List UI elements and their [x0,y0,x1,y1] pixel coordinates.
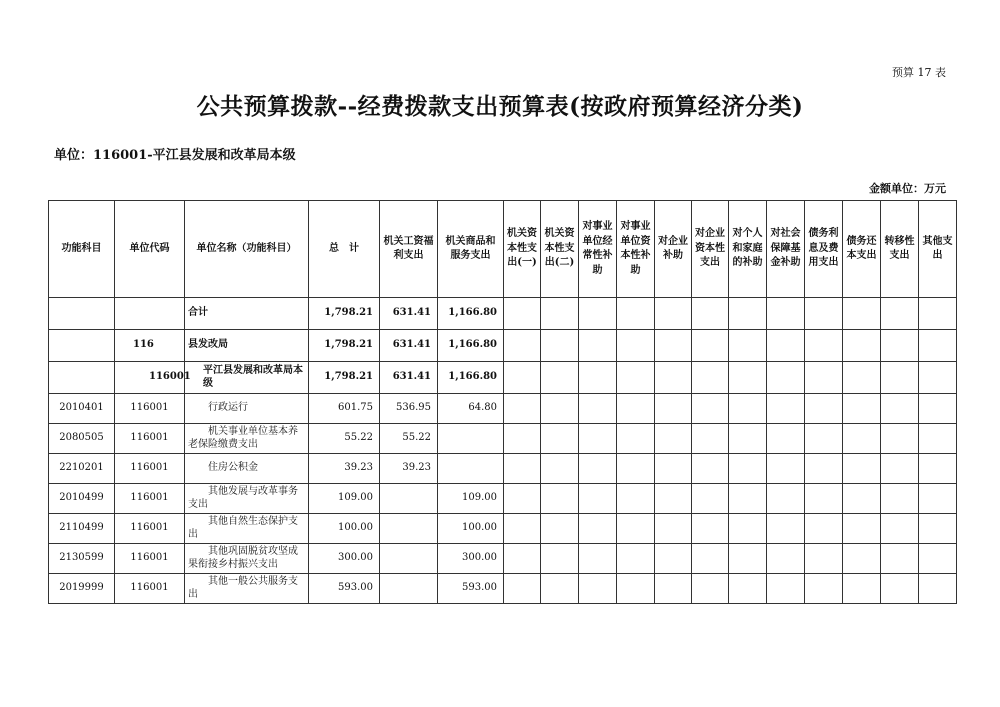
func-name-text: 其他自然生态保护支出 [188,516,298,540]
col-inst-capital-header: 对事业单位资本性补助 [617,201,655,298]
empty-cell [919,484,957,514]
empty-cell [881,544,919,574]
empty-cell [881,394,919,424]
empty-cell [692,394,729,424]
empty-cell [692,514,729,544]
func-name-text: 住房公积金 [208,462,258,474]
goods-cell: 100.00 [438,514,504,544]
empty-cell [617,574,655,604]
table-body [49,298,957,604]
goods-cell: 1,166.80 [438,330,504,362]
empty-cell [767,330,805,362]
empty-cell [617,330,655,362]
empty-cell [655,514,692,544]
empty-cell [805,484,843,514]
empty-cell [843,454,881,484]
empty-cell [919,514,957,544]
empty-cell [617,394,655,424]
empty-cell [767,454,805,484]
empty-cell [504,454,541,484]
total-cell: 109.00 [309,484,380,514]
empty-cell [843,394,881,424]
empty-cell [692,544,729,574]
col-salary-header: 机关工资福利支出 [380,201,438,298]
empty-cell [655,454,692,484]
unit-code-cell: 116 [115,330,185,362]
total-cell: 593.00 [309,574,380,604]
col-social-security-header: 对社会保障基金补助 [767,201,805,298]
empty-cell [843,574,881,604]
empty-cell [729,298,767,330]
empty-cell [541,330,579,362]
col-capital-2-header: 机关资本性支出(二) [541,201,579,298]
empty-cell [692,574,729,604]
total-cell: 100.00 [309,514,380,544]
col-enterprise-header: 对企业补助 [655,201,692,298]
unit-code-cell: 116001 [115,362,185,394]
col-func-header: 功能科目 [49,201,115,298]
summary-row [49,298,957,330]
empty-cell [729,544,767,574]
goods-cell: 1,166.80 [438,298,504,330]
empty-cell [579,544,617,574]
func-code-cell: 2210201 [49,454,115,484]
empty-cell [843,484,881,514]
func-name-text: 机关事业单位基本养老保险缴费支出 [188,426,298,450]
empty-cell [919,394,957,424]
empty-cell [504,574,541,604]
empty-cell [655,484,692,514]
empty-cell [541,454,579,484]
empty-cell [655,362,692,394]
salary-cell: 631.41 [380,298,438,330]
empty-cell [617,454,655,484]
unit-name-cell: 县发改局 [185,330,309,362]
unit-name-cell: 合计 [185,298,309,330]
empty-cell [504,424,541,454]
empty-cell [805,394,843,424]
goods-cell: 593.00 [438,574,504,604]
func-code-cell: 2080505 [49,424,115,454]
empty-cell [541,544,579,574]
empty-cell [919,424,957,454]
empty-cell [729,362,767,394]
empty-cell [767,484,805,514]
salary-cell [380,544,438,574]
empty-cell [579,362,617,394]
col-capital-1-header: 机关资本性支出(一) [504,201,541,298]
empty-cell [541,484,579,514]
empty-cell [579,330,617,362]
empty-cell [881,330,919,362]
empty-cell [881,484,919,514]
table-row [49,424,957,454]
empty-cell [617,298,655,330]
empty-cell [729,484,767,514]
table-row [49,454,957,484]
col-goods-header: 机关商品和服务支出 [438,201,504,298]
col-total-header: 总 计 [309,201,380,298]
empty-cell [504,394,541,424]
salary-cell: 631.41 [380,330,438,362]
col-debt-interest-header: 债务利息及费用支出 [805,201,843,298]
total-cell: 1,798.21 [309,362,380,394]
empty-cell [729,514,767,544]
empty-cell [919,330,957,362]
func-cell [49,362,115,394]
goods-cell: 64.80 [438,394,504,424]
table-row [49,394,957,424]
empty-cell [504,544,541,574]
empty-cell [919,574,957,604]
empty-cell [579,424,617,454]
func-name-text: 行政运行 [208,402,248,414]
unit-code-cell: 116001 [115,484,185,514]
empty-cell [767,574,805,604]
empty-cell [919,298,957,330]
empty-cell [805,424,843,454]
empty-cell [655,298,692,330]
unit-name-cell: 平江县发展和改革局本级 [185,362,309,394]
page-title: 公共预算拨款--经费拨款支出预算表(按政府预算经济分类) [196,93,804,120]
empty-cell [805,454,843,484]
table-row [49,514,957,544]
total-cell: 55.22 [309,424,380,454]
unit-code-cell: 116001 [115,394,185,424]
empty-cell [579,514,617,544]
func-name-cell [185,454,309,484]
empty-cell [805,514,843,544]
empty-cell [579,454,617,484]
empty-cell [541,394,579,424]
empty-cell [881,514,919,544]
col-inst-regular-header: 对事业单位经常性补助 [579,201,617,298]
unit-code-cell: 116001 [115,454,185,484]
salary-cell [380,574,438,604]
header-row [49,201,957,298]
func-cell [49,330,115,362]
col-enterprise-capital-header: 对企业资本性支出 [692,201,729,298]
col-name-header: 单位名称（功能科目） [185,201,309,298]
goods-cell: 1,166.80 [438,362,504,394]
empty-cell [504,362,541,394]
empty-cell [843,330,881,362]
salary-cell: 536.95 [380,394,438,424]
empty-cell [881,574,919,604]
empty-cell [655,394,692,424]
func-name-text: 其他巩固脱贫攻坚成果衔接乡村振兴支出 [188,546,298,570]
goods-cell [438,454,504,484]
unit-code-cell [115,298,185,330]
empty-cell [843,514,881,544]
money-unit-label: 金额单位：万元 [869,182,946,195]
empty-cell [805,362,843,394]
empty-cell [504,484,541,514]
col-code-header: 单位代码 [115,201,185,298]
empty-cell [655,544,692,574]
col-other-header: 其他支出 [919,201,957,298]
goods-cell: 300.00 [438,544,504,574]
func-cell [49,298,115,330]
budget-table [48,200,957,604]
empty-cell [504,330,541,362]
empty-cell [692,484,729,514]
func-name-text: 其他一般公共服务支出 [188,576,298,600]
empty-cell [504,298,541,330]
empty-cell [692,454,729,484]
empty-cell [541,514,579,544]
empty-cell [617,484,655,514]
empty-cell [767,514,805,544]
empty-cell [843,298,881,330]
empty-cell [541,574,579,604]
func-code-cell: 2010401 [49,394,115,424]
col-transfer-header: 转移性支出 [881,201,919,298]
func-code-cell: 2130599 [49,544,115,574]
empty-cell [692,362,729,394]
goods-cell [438,424,504,454]
empty-cell [579,574,617,604]
empty-cell [692,424,729,454]
empty-cell [617,544,655,574]
empty-cell [692,298,729,330]
empty-cell [729,424,767,454]
salary-cell: 631.41 [380,362,438,394]
unit-code-cell: 116001 [115,574,185,604]
func-name-text: 其他发展与改革事务支出 [188,486,298,510]
empty-cell [617,424,655,454]
empty-cell [767,298,805,330]
empty-cell [881,298,919,330]
empty-cell [541,424,579,454]
empty-cell [767,394,805,424]
empty-cell [729,454,767,484]
table-row [49,484,957,514]
empty-cell [843,544,881,574]
total-cell: 601.75 [309,394,380,424]
empty-cell [767,544,805,574]
func-name-cell [185,424,309,454]
col-individual-header: 对个人和家庭的补助 [729,201,767,298]
func-name-cell [185,394,309,424]
func-code-cell: 2110499 [49,514,115,544]
salary-cell [380,484,438,514]
form-number: 预算 17 表 [892,66,946,79]
empty-cell [881,424,919,454]
empty-cell [579,394,617,424]
salary-cell: 55.22 [380,424,438,454]
table-row [49,574,957,604]
empty-cell [655,424,692,454]
empty-cell [919,362,957,394]
empty-cell [617,362,655,394]
unit-label: 单位：116001-平江县发展和改革局本级 [54,148,296,163]
empty-cell [692,330,729,362]
total-cell: 1,798.21 [309,298,380,330]
func-name-cell [185,544,309,574]
func-code-cell: 2019999 [49,574,115,604]
summary-row [49,330,957,362]
salary-cell: 39.23 [380,454,438,484]
empty-cell [843,362,881,394]
summary-row [49,362,957,394]
total-cell: 1,798.21 [309,330,380,362]
empty-cell [881,454,919,484]
total-cell: 39.23 [309,454,380,484]
total-cell: 300.00 [309,544,380,574]
func-name-cell [185,574,309,604]
func-name-cell [185,514,309,544]
empty-cell [919,454,957,484]
empty-cell [805,330,843,362]
empty-cell [881,362,919,394]
empty-cell [805,544,843,574]
salary-cell [380,514,438,544]
empty-cell [504,514,541,544]
func-name-cell [185,484,309,514]
empty-cell [729,394,767,424]
empty-cell [541,362,579,394]
empty-cell [579,484,617,514]
empty-cell [729,574,767,604]
goods-cell: 109.00 [438,484,504,514]
empty-cell [805,298,843,330]
func-code-cell: 2010499 [49,484,115,514]
empty-cell [655,330,692,362]
table-row [49,544,957,574]
empty-cell [617,514,655,544]
empty-cell [919,544,957,574]
empty-cell [541,298,579,330]
empty-cell [579,298,617,330]
col-debt-principal-header: 债务还本支出 [843,201,881,298]
empty-cell [843,424,881,454]
empty-cell [805,574,843,604]
empty-cell [767,362,805,394]
empty-cell [729,330,767,362]
unit-code-cell: 116001 [115,544,185,574]
empty-cell [767,424,805,454]
empty-cell [655,574,692,604]
unit-code-cell: 116001 [115,514,185,544]
unit-code-cell: 116001 [115,424,185,454]
